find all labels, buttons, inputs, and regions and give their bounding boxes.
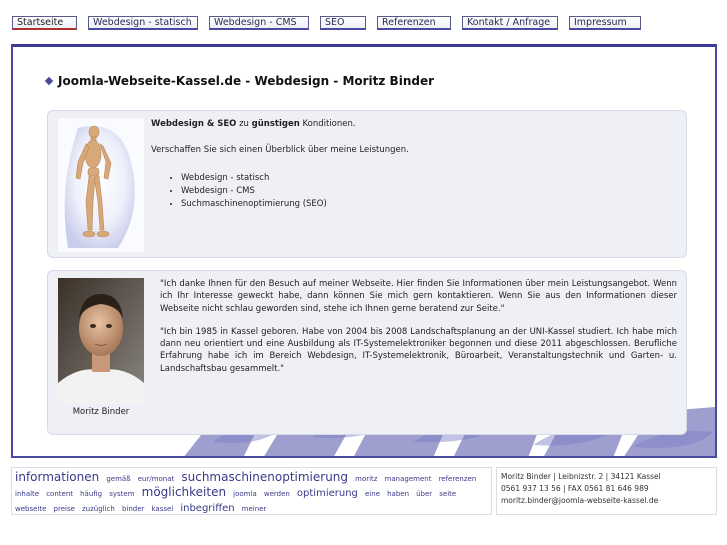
content-frame: [11, 44, 717, 458]
tag-link[interactable]: suchmaschinenoptimierung: [181, 470, 349, 484]
page-title: [46, 74, 434, 88]
title-bullet-icon: [45, 77, 53, 85]
nav-impressum[interactable]: Impressum: [569, 16, 641, 30]
tag-link[interactable]: über: [416, 490, 433, 498]
tag-link[interactable]: moritz: [355, 475, 378, 483]
tag-link[interactable]: häufig: [80, 490, 103, 498]
intro-bold-guenstig: günstigen: [251, 119, 300, 129]
about-paragraph-2: "Ich bin 1985 in Kassel geboren. Habe von 2004 bis 2008 Landschaftsplanung an der UNI-Kassel studiert. Ich habe mich dann neu orientiert und eine Ausbildung als IT-Systemelektroniker begonnen und diese 2011 abgeschlossen. Berufliche Erfahrung habe ich im Bereich Webdesign, IT-Systemelektronik, Büroarbeit, Veranstaltungstechnik und Garten- u. Landschaftsbau gesammelt.": [160, 326, 677, 374]
nav-referenzen[interactable]: Referenzen: [377, 16, 451, 30]
tag-link[interactable]: meiner: [241, 505, 267, 513]
tag-link[interactable]: management: [384, 475, 432, 483]
contact-address: Moritz Binder | Leibnizstr. 2 | 34121 Kassel: [501, 472, 661, 481]
tag-link[interactable]: joomla: [233, 490, 257, 498]
services-list: [151, 172, 676, 210]
tag-link[interactable]: gemäß: [106, 475, 131, 483]
tag-link[interactable]: werden: [263, 490, 290, 498]
tag-link[interactable]: eur/monat: [137, 475, 175, 483]
tag-link[interactable]: binder: [121, 505, 145, 513]
service-item[interactable]: • Webdesign - CMS: [181, 185, 676, 197]
page-title-text: Joomla-Webseite-Kassel.de - Webdesign - Moritz Binder: [58, 74, 435, 88]
intro-bold-webdesign: Webdesign & SEO: [151, 119, 237, 129]
main-navigation: [12, 16, 716, 30]
tag-link[interactable]: zuzüglich: [82, 505, 115, 513]
tag-link[interactable]: optimierung: [296, 488, 358, 499]
tag-link[interactable]: kassel: [151, 505, 174, 513]
nav-startseite[interactable]: Startseite: [12, 16, 77, 30]
about-paragraph-1: "Ich danke Ihnen für den Besuch auf meiner Webseite. Hier finden Sie Informationen über mein Leistungsangebot. Wenn ich Ihr Interesse geweckt habe, dann können Sie mich gern kontaktieren. Wenn Sie aus den Informationen dieser Webseite nicht schlau geworden sind, stehe ich Ihnen gerne beratend zur Seite.": [160, 279, 677, 314]
intro-box: [47, 110, 687, 258]
tag-link[interactable]: content: [46, 490, 74, 498]
tag-link[interactable]: system: [109, 490, 135, 498]
tag-cloud: [11, 467, 492, 515]
tag-link[interactable]: eine: [365, 490, 380, 498]
tag-link[interactable]: webseite: [15, 505, 47, 513]
intro-rest: Konditionen.: [299, 119, 356, 129]
service-item[interactable]: • Webdesign - statisch: [181, 172, 676, 184]
nav-kontakt-anfrage[interactable]: Kontakt / Anfrage: [462, 16, 558, 30]
service-item[interactable]: • Suchmaschinenoptimierung (SEO): [181, 198, 676, 210]
portrait-photo: [58, 278, 144, 404]
intro-connector: zu: [236, 119, 252, 129]
intro-headline: [151, 118, 676, 130]
intro-text: [151, 118, 676, 211]
tag-link[interactable]: referenzen: [438, 475, 477, 483]
tag-link[interactable]: informationen: [15, 470, 100, 484]
tag-link[interactable]: inhalte: [15, 490, 40, 498]
contact-email[interactable]: moritz.binder@joomla-webseite-kassel.de: [501, 496, 659, 505]
contact-phone: 0561 937 13 56 | FAX 0561 81 646 989: [501, 484, 649, 493]
tag-link[interactable]: inbegriffen: [180, 503, 235, 514]
tag-link[interactable]: haben: [387, 490, 410, 498]
nav-webdesign-cms[interactable]: Webdesign - CMS: [209, 16, 309, 30]
nav-webdesign-statisch[interactable]: Webdesign - statisch: [88, 16, 198, 30]
mannequin-image: [58, 118, 144, 252]
nav-seo[interactable]: SEO: [320, 16, 366, 30]
contact-info: [496, 467, 717, 515]
intro-overview: Verschaffen Sie sich einen Überblick über meine Leistungen.: [151, 145, 409, 155]
portrait-caption: Moritz Binder: [72, 407, 130, 417]
about-text: [160, 278, 677, 386]
tag-link[interactable]: möglichkeiten: [141, 485, 227, 499]
tag-link[interactable]: preise: [53, 505, 75, 513]
tag-link[interactable]: seite: [439, 490, 457, 498]
about-box: [47, 270, 687, 435]
